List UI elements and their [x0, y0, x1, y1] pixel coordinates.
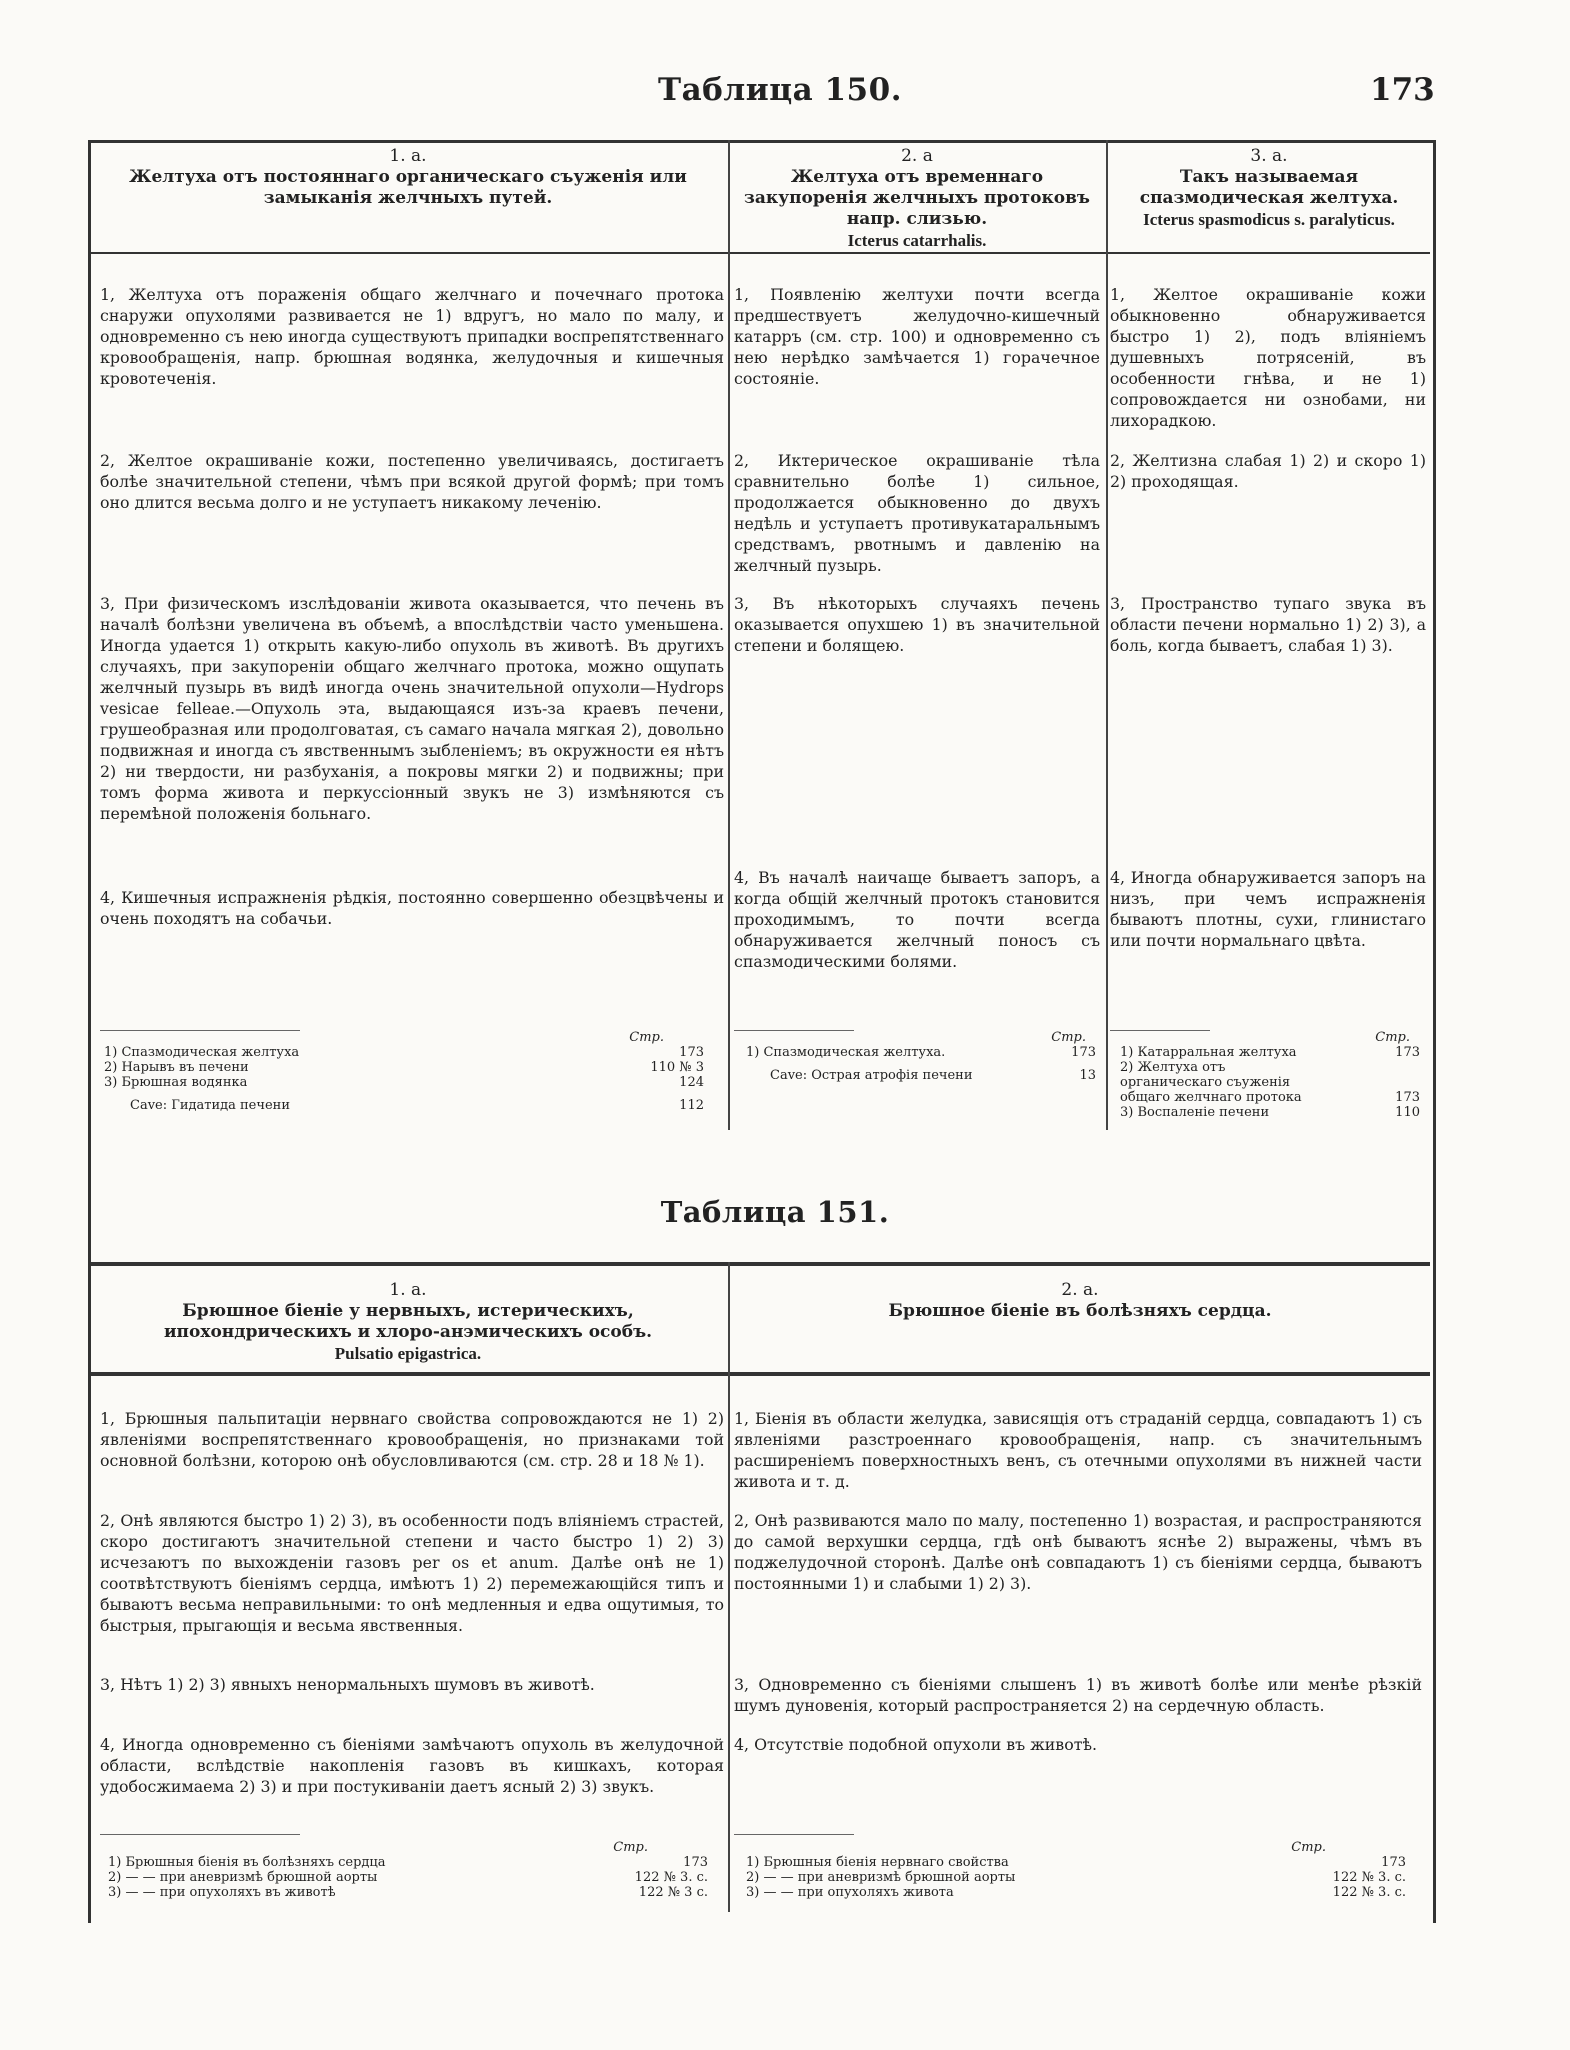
- t151-r2-c2: 2, Онѣ развиваются мало по малу, постепенно 1) возрастая, и распространяются до самой верхушки сердца, гдѣ онѣ бываютъ яснѣе 2) выражены, чѣмъ въ поджелудочной сторонѣ. Далѣе онѣ совпадаютъ 1) съ біеніями сердца, бываютъ постоянными 1) и слабыми 1) 2) 3).: [734, 1511, 1422, 1593]
- t150-r1-c2: 1, Появленію желтухи почти всегда предшествуетъ желудочно-кишечный катарръ (см. стр. 100) и одновременно съ нею нерѣдко замѣчается 1) горачечное состояніе.: [734, 285, 1100, 388]
- t150-col2-latin: Icterus catarrhalis.: [847, 231, 987, 250]
- t150-r1-c1: 1, Желтуха отъ пораженія общаго желчнаго и почечнаго протока снаружи опухолями развивается не 1) вдругъ, но мало по малу, и одновременно съ нею иногда существуютъ припадки воспрепятственнаго кровообращенія, напр. брюшная водянка, желудочныя и кишечныя кровотеченія.: [100, 285, 724, 388]
- t150-r2-c2: 2, Иктерическое окрашиваніе тѣла сравнительно болѣе 1) сильное, продолжается обыкновенно до двухъ недѣль и уступаетъ противукатаральнымъ средствамъ, рвотнымъ и давленію на желчный пузырь.: [734, 451, 1100, 575]
- ref-item: 1) Брюшныя біенія въ болѣзняхъ сердца 173: [108, 1855, 708, 1870]
- table-151-title: Таблица 151.: [660, 1195, 890, 1229]
- t150-r4-c1: 4, Кишечныя испражненія рѣдкія, постоянно совершенно обезцвѣчены и очень походятъ на собачьи.: [100, 888, 724, 928]
- t151-r2-c1: 2, Онѣ являются быстро 1) 2) 3), въ особенности подъ вліяніемъ страстей, скоро достигаютъ значительной степени и часто быстро 1) 2) 3) исчезаютъ по выхожденіи газовъ per os et anum. Далѣе онѣ не 1) соотвѣтствуютъ біеніямъ сердца, имѣютъ 1) 2) перемежающійся типъ и бываютъ весьма неправильными: то онѣ медленныя и едва ощутимыя, то быстрыя, прыгающія и весьма явственныя.: [100, 1511, 724, 1635]
- t150-col3-number: 3. a.: [1250, 146, 1288, 166]
- t151-r4-c2: 4, Отсутствіе подобной опухоли въ животѣ.: [734, 1735, 1097, 1754]
- t150-refs-col2: [746, 1030, 1096, 1083]
- ref-item: 2) Желтуха отъ органическаго съуженія общаго желчнаго протока 173: [1120, 1060, 1420, 1105]
- stp-label: Стр.: [1291, 1840, 1326, 1855]
- ref-item: 1) Брюшныя біенія нервнаго свойства 173: [746, 1855, 1406, 1870]
- t150-r3-c3: 3, Пространство тупаго звука въ области печени нормально 1) 2) 3), а боль, когда бываетъ, слабая 1) 3).: [1110, 594, 1426, 655]
- t150-col1-number: 1. a.: [389, 146, 427, 166]
- t151-refs-col1: [108, 1840, 708, 1900]
- ref-item: 3) — — при опухоляхъ живота 122 № 3. с.: [746, 1885, 1406, 1900]
- table-150-title: Таблица 150.: [658, 72, 902, 108]
- t151-r4-c1: 4, Иногда одновременно съ біеніями замѣчаютъ опухоль въ желудочной области, вслѣдствіе накопленія газовъ въ кишкахъ, которая удобосжимаема 2) 3) и при постукиваніи даетъ ясный 2) 3) звукъ.: [100, 1735, 724, 1796]
- t151-r1-c1: 1, Брюшныя пальпитаціи нервнаго свойства сопровождаются не 1) 2) явленіями воспрепятственнаго кровообращенія, но признаками той основной болѣзни, которою онѣ обусловливаются (см. стр. 28 и 18 № 1).: [100, 1409, 724, 1470]
- t151-header-col1: [96, 1280, 720, 1365]
- t150-col-divider-2: [1106, 140, 1108, 1130]
- t150-refs-col1: [104, 1030, 704, 1113]
- t151-col1-latin: Pulsatio epigastrica.: [334, 1344, 482, 1363]
- t150-header-rule: [88, 252, 1430, 254]
- ref-item: 2) — — при аневризмѣ брюшной аорты 122 № 3. с.: [108, 1870, 708, 1885]
- t151-col-divider: [728, 1262, 730, 1912]
- ref-item: 3) Брюшная водянка 124: [104, 1075, 704, 1090]
- ref-item: 1) Катарральная желтуха 173: [1120, 1045, 1420, 1060]
- t151-r1-c2: 1, Біенія въ области желудка, зависящія отъ страданій сердца, совпадаютъ 1) съ явленіями разстроеннаго кровообращенія, напр. съ значительнымъ расширеніемъ поверхностныхъ венъ, съ отечными опухолями въ нижней части живота и т. д.: [734, 1409, 1422, 1491]
- ref-item: 1) Спазмодическая желтуха. 173: [746, 1045, 1096, 1060]
- t151-refs-rule-2: [734, 1834, 854, 1835]
- t150-r2-c3: 2, Желтизна слабая 1) 2) и скоро 1) 2) проходящая.: [1110, 451, 1426, 491]
- ref-item: 3) Воспаленіе печени 110: [1120, 1105, 1420, 1120]
- t151-header-rule: [88, 1372, 1430, 1376]
- ref-item: 3) — — при опухоляхъ въ животѣ 122 № 3 с.: [108, 1885, 708, 1900]
- t151-r3-c2: 3, Одновременно съ біеніями слышенъ 1) въ животѣ болѣе или менѣе рѣзкій шумъ дуновенія, который распространяется 2) на сердечную область.: [734, 1675, 1422, 1715]
- stp-label: Стр.: [629, 1030, 664, 1045]
- cave-item: Cave: Острая атрофія печени 13: [770, 1068, 1096, 1083]
- t151-top-rule: [88, 1262, 1430, 1266]
- stp-label: Стр.: [1051, 1030, 1086, 1045]
- t151-refs-col2: [746, 1840, 1406, 1900]
- t150-refs-col3: [1120, 1030, 1420, 1120]
- t151-col1-number: 1. a.: [389, 1280, 427, 1300]
- t150-header-col3: [1110, 146, 1428, 231]
- ref-item: 2) — — при аневризмѣ брюшной аорты 122 № 3. с.: [746, 1870, 1406, 1885]
- ref-item: 1) Спазмодическая желтуха 173: [104, 1045, 704, 1060]
- t151-col2-title: Брюшное біеніе въ болѣзняхъ сердца.: [888, 1301, 1272, 1321]
- t150-col2-title: Желтуха отъ временнаго закупоренія желчныхъ протоковъ напр. слизью.: [744, 167, 1090, 229]
- t151-refs-rule-1: [100, 1834, 300, 1835]
- cave-item: Cave: Гидатида печени 112: [130, 1098, 704, 1113]
- t151-col2-number: 2. a.: [1061, 1280, 1099, 1300]
- page-number: 173: [1370, 72, 1435, 108]
- t150-col1-title: Желтуха отъ постояннаго органическаго съуженія или замыканія желчныхъ путей.: [129, 167, 687, 208]
- t151-r3-c1: 3, Нѣтъ 1) 2) 3) явныхъ ненормальныхъ шумовъ въ животѣ.: [100, 1675, 595, 1694]
- t150-col2-number: 2. a: [901, 146, 933, 166]
- t150-r4-c2: 4, Въ началѣ наичаще бываетъ запоръ, а когда общій желчный протокъ становится проходимымъ, то почти всегда обнаруживается желчный поносъ съ спазмодическими болями.: [734, 868, 1100, 971]
- t150-r3-c1: 3, При физическомъ изслѣдованіи живота оказывается, что печень въ началѣ болѣзни увеличена въ объемѣ, а впослѣдствіи часто уменьшена. Иногда удается 1) открыть какую-либо опухоль въ животѣ. Въ другихъ случаяхъ, при закупореніи общаго желчнаго протока, можно ощупать желчный пузырь въ видѣ иногда очень значительной опухоли—Hydrops vesicae felleae.—Опухоль эта, выдающаяся изъ-за краевъ печени, грушеобразная или продолговатая, съ самаго начала мягкая 2), довольно подвижная и иногда съ явственнымъ зыбленіемъ; въ окружности ея нѣтъ 2) ни твердости, ни разбуханія, а покровы мягки 2) и подвижны; при томъ форма живота и перкуссіонный звукъ не 3) измѣняются съ перемѣной положенія больнаго.: [100, 594, 724, 823]
- t150-col-divider-1: [728, 140, 730, 1130]
- t150-col3-title: Такъ называемая спазмодическая желтуха.: [1139, 167, 1399, 208]
- t150-r4-c3: 4, Иногда обнаруживается запоръ на низъ, при чемъ испражненія бываютъ плотны, сухи, глинистаго или почти нормальнаго цвѣта.: [1110, 868, 1426, 950]
- ref-item: 2) Нарывъ въ печени 110 № 3: [104, 1060, 704, 1075]
- t150-col3-latin: Icterus spasmodicus s. paralyticus.: [1143, 210, 1395, 229]
- t150-header-col2: [736, 146, 1098, 252]
- stp-label: Стр.: [613, 1840, 648, 1855]
- t151-col1-title: Брюшное біеніе у нервныхъ, истерическихъ, ипохондрическихъ и хлоро-анэмическихъ особъ.: [163, 1301, 653, 1342]
- t150-r3-c2: 3, Въ нѣкоторыхъ случаяхъ печень оказывается опухшею 1) въ значительной степени и болящею.: [734, 594, 1100, 655]
- t150-header-col1: [96, 146, 720, 209]
- t150-r1-c3: 1, Желтое окрашиваніе кожи обыкновенно обнаруживается быстро 1) 2), подъ вліяніемъ душевныхъ потрясеній, въ особенности гнѣва, и не 1) сопровождается ни ознобами, ни лихорадкою.: [1110, 285, 1426, 430]
- t150-r2-c1: 2, Желтое окрашиваніе кожи, постепенно увеличиваясь, достигаетъ болѣе значительной степени, чѣмъ при всякой другой формѣ; при томъ оно длится весьма долго и не уступаетъ никакому леченію.: [100, 451, 724, 512]
- stp-label: Стр.: [1375, 1030, 1410, 1045]
- t151-header-col2: [736, 1280, 1424, 1322]
